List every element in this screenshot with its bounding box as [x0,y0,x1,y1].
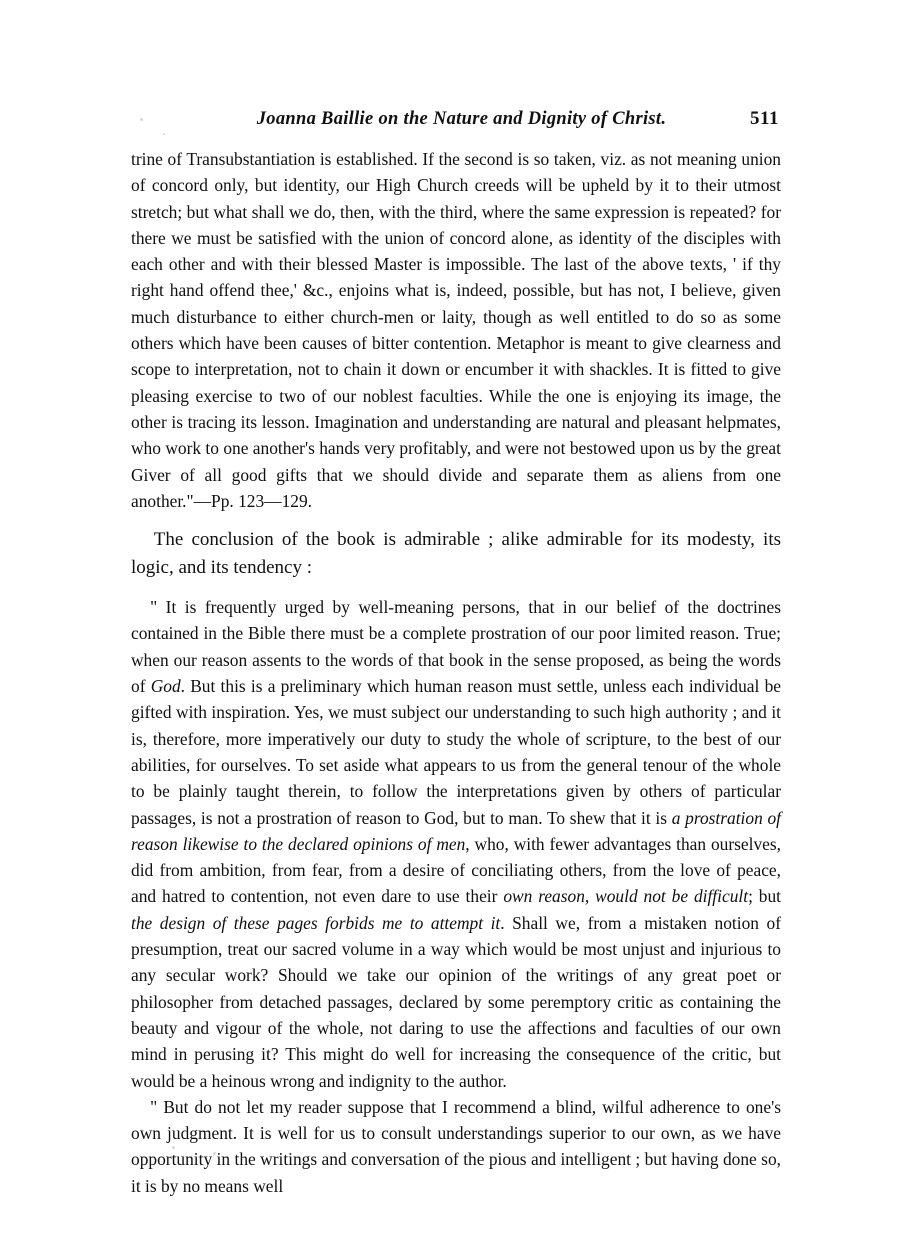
quote-text-segment: . But this is a preliminary which human reason must settle, unless each individual be gifted with inspiration. Yes, we must subject our understanding to such high authority ; and it is, therefore, more imperatively our duty to study the whole of scripture, to the best of our abilities, for ourselves. To set aside what appears to us from the general tenour of the whole to be plainly taught therein, to follow the interpretations given by others of particular passages, is not a prostration of reason to God, but to man. To shew that it is [131,676,781,828]
quote-text-segment: , who, with fewer advantages than ourselves, did from ambition, from fear, from a desire of conciliating others, from the love of peace, and hatred to contention, not even dare to use their [131,833,781,907]
paragraph-quotation-first [131,594,781,1094]
paragraph-continued: trine of Transubstantiation is established. If the second is so taken, viz. as not meaning union of concord only, but identity, our High Church creeds will be upheld by it to their utmost stretch; but what shall we do, then, with the third, where the same expression is repeated? for there we must be satisfied with the union of concord alone, as identity of the disciples with each other and with their blessed Master is impossible. The last of the above texts, ' if thy right hand offend thee,' &c., enjoins what is, indeed, possible, but has not, I believe, given much disturbance to either church-men or laity, though as well entitled to do so as some others which have been causes of bitter contention. Metaphor is meant to give clearness and scope to interpretation, not to chain it down or encumber it with shackles. It is fitted to give pleasing exercise to two of our noblest faculties. While the one is enjoying its image, the other is tracing its lesson. Imagination and understanding are natural and pleasant helpmates, who work to one another's hands very profitably, and were not bestowed upon us by the great Giver of all good gifts that we should divide and separate them as aliens from one another."—Pp. 123—129. [131,149,781,511]
quote-italic-design-of-pages: the design of these pages forbids me to attempt it [131,912,501,933]
page-number: 511 [750,108,779,129]
quote-italic-own-reason: own reason, would not be difficult [503,886,749,907]
paragraph-quotation-second: " But do not let my reader suppose that I recommend a blind, wilful adherence to one's own judgment. It is well for us to consult understandings superior to our own, as we have opportunity in the writings and conversation of the pious and intelligent ; but having done so, it is by no means well [131,1096,781,1196]
quote-italic-prostration: a prostration of reason likewise to the declared opinions of men [131,807,782,854]
quote-italic-god: God [150,676,181,697]
quote-text-segment: . Shall we, from a mistaken notion of presumption, treat our sacred volume in a way which would be most unjust and injurious to any secular work? Should we take our opinion of the writings of any great poet or philosopher from detached passages, declared by some peremptory critic as containing the beauty and vigour of the whole, not daring to use the affections and faculties of our own mind in perusing it? This might do well for increasing the consequence of the critic, but would be a heinous wrong and indignity to the author. [131,912,781,1091]
paragraph-spacer [131,582,781,594]
quote-text-segment: ; but [748,886,782,907]
text-column [131,146,781,1199]
running-head-title: Joanna Baillie on the Nature and Dignity of Christ. [256,109,667,129]
paragraph-spacer [131,514,781,526]
running-head [131,108,779,136]
paragraph-editorial-remark: The conclusion of the book is admirable ; alike admirable for its modesty, its logic, and its tendency : [131,529,781,579]
quote-text-segment: " It is frequently urged by well-meaning persons, that in our belief of the doctrines contained in the Bible there must be a complete prostration of our poor limited reason. True; when our reason assents to the words of that book in the sense proposed, as being the words of [131,597,781,697]
